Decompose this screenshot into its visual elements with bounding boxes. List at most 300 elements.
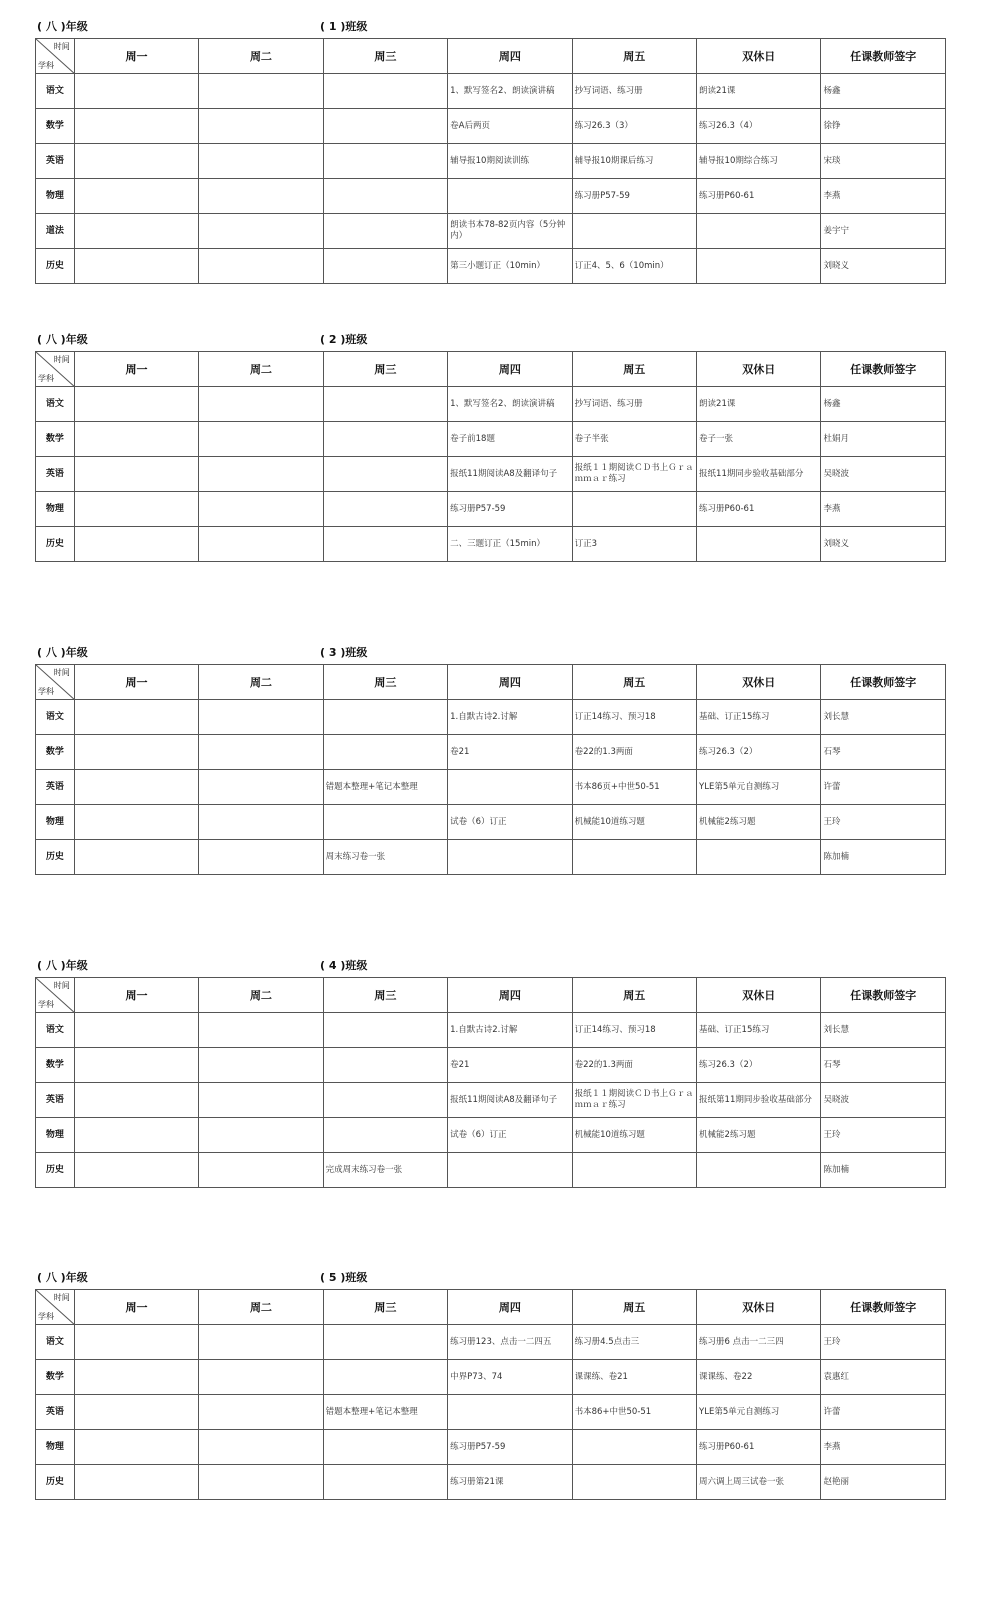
class-block-2 bbox=[35, 327, 946, 562]
assignment-cell bbox=[199, 1153, 323, 1188]
assignment-cell: 朗读21课 bbox=[697, 387, 821, 422]
assignment-cell: 卷A后两页 bbox=[448, 109, 572, 144]
corner-cell bbox=[36, 39, 75, 74]
assignment-cell bbox=[572, 1430, 696, 1465]
teacher-signature-cell: 陈加楠 bbox=[821, 1153, 946, 1188]
assignment-cell bbox=[448, 770, 572, 805]
assignment-cell bbox=[74, 1465, 198, 1500]
assignment-cell: 辅导报10期综合练习 bbox=[697, 144, 821, 179]
table-row bbox=[36, 457, 946, 492]
teacher-signature-cell: 刘长慧 bbox=[821, 1013, 946, 1048]
assignment-cell bbox=[199, 1360, 323, 1395]
column-header: 周一 bbox=[74, 665, 198, 700]
subject-cell: 物理 bbox=[36, 179, 75, 214]
header-row bbox=[36, 39, 946, 74]
assignment-cell: 1、默写签名2、朗读演讲稿 bbox=[448, 74, 572, 109]
teacher-signature-cell: 刘晓义 bbox=[821, 527, 946, 562]
assignment-cell: 卷22的1.3两面 bbox=[572, 1048, 696, 1083]
table-row bbox=[36, 144, 946, 179]
column-header: 任课教师签字 bbox=[821, 1290, 946, 1325]
class-label: ( 4 )班级 bbox=[320, 959, 368, 972]
assignment-cell bbox=[448, 840, 572, 875]
assignment-cell: 卷22的1.3两面 bbox=[572, 735, 696, 770]
assignment-cell bbox=[199, 840, 323, 875]
assignment-cell: 练习册P57-59 bbox=[448, 1430, 572, 1465]
teacher-signature-cell: 宋琰 bbox=[821, 144, 946, 179]
assignment-cell: 报纸11期同步验收基础部分 bbox=[697, 457, 821, 492]
assignment-cell bbox=[199, 1048, 323, 1083]
assignment-cell: 朗读21课 bbox=[697, 74, 821, 109]
table-row bbox=[36, 1360, 946, 1395]
corner-time-label: 时间 bbox=[53, 1293, 70, 1302]
corner-subject-label: 学科 bbox=[38, 687, 54, 696]
grade-label: ( 八 )年级 bbox=[37, 333, 88, 346]
subject-cell: 英语 bbox=[36, 457, 75, 492]
corner-subject-label: 学科 bbox=[38, 61, 54, 70]
assignment-cell bbox=[323, 700, 447, 735]
assignment-cell: 卷子前18题 bbox=[448, 422, 572, 457]
assignment-cell bbox=[572, 492, 696, 527]
assignment-cell: 抄写词语、练习册 bbox=[572, 74, 696, 109]
assignment-cell bbox=[448, 179, 572, 214]
table-row bbox=[36, 700, 946, 735]
class-block-3 bbox=[35, 640, 946, 875]
subject-cell: 数学 bbox=[36, 1360, 75, 1395]
assignment-cell bbox=[199, 457, 323, 492]
assignment-cell: 课课练、卷22 bbox=[697, 1360, 821, 1395]
teacher-signature-cell: 杨鑫 bbox=[821, 387, 946, 422]
teacher-signature-cell: 袁惠红 bbox=[821, 1360, 946, 1395]
assignment-cell bbox=[74, 1083, 198, 1118]
table-row bbox=[36, 1325, 946, 1360]
assignment-cell: 基础、订正15练习 bbox=[697, 700, 821, 735]
table-row bbox=[36, 74, 946, 109]
teacher-signature-cell: 石琴 bbox=[821, 735, 946, 770]
assignment-cell: 基础、订正15练习 bbox=[697, 1013, 821, 1048]
table-row bbox=[36, 770, 946, 805]
assignment-cell: 书本86+中世50-51 bbox=[572, 1395, 696, 1430]
subject-cell: 英语 bbox=[36, 144, 75, 179]
table-row bbox=[36, 1430, 946, 1465]
class-block-1 bbox=[35, 14, 946, 284]
schedule-table bbox=[35, 351, 946, 562]
assignment-cell: YLE第5单元自测练习 bbox=[697, 770, 821, 805]
column-header: 双休日 bbox=[697, 39, 821, 74]
assignment-cell: 卷21 bbox=[448, 735, 572, 770]
assignment-cell bbox=[323, 74, 447, 109]
assignment-cell bbox=[74, 387, 198, 422]
corner-time-label: 时间 bbox=[53, 668, 70, 677]
table-row bbox=[36, 1048, 946, 1083]
column-header: 任课教师签字 bbox=[821, 352, 946, 387]
assignment-cell bbox=[199, 387, 323, 422]
column-header: 双休日 bbox=[697, 978, 821, 1013]
assignment-cell bbox=[74, 1153, 198, 1188]
assignment-cell bbox=[448, 1395, 572, 1430]
column-header: 周一 bbox=[74, 1290, 198, 1325]
corner-cell bbox=[36, 665, 75, 700]
assignment-cell: 卷子半张 bbox=[572, 422, 696, 457]
assignment-cell bbox=[199, 179, 323, 214]
teacher-signature-cell: 杨鑫 bbox=[821, 74, 946, 109]
teacher-signature-cell: 许蕾 bbox=[821, 770, 946, 805]
column-header: 周一 bbox=[74, 352, 198, 387]
class-label: ( 2 )班级 bbox=[320, 333, 368, 346]
assignment-cell bbox=[323, 1360, 447, 1395]
assignment-cell bbox=[572, 214, 696, 249]
assignment-cell bbox=[74, 1360, 198, 1395]
assignment-cell: 练习26.3（2） bbox=[697, 1048, 821, 1083]
teacher-signature-cell: 赵艳丽 bbox=[821, 1465, 946, 1500]
schedule-table bbox=[35, 1289, 946, 1500]
assignment-cell: 书本86页+中世50-51 bbox=[572, 770, 696, 805]
subject-cell: 历史 bbox=[36, 840, 75, 875]
column-header: 任课教师签字 bbox=[821, 665, 946, 700]
assignment-cell: 辅导报10期课后练习 bbox=[572, 144, 696, 179]
grade-label: ( 八 )年级 bbox=[37, 1271, 88, 1284]
assignment-cell bbox=[74, 1048, 198, 1083]
assignment-cell bbox=[323, 1083, 447, 1118]
class-label: ( 5 )班级 bbox=[320, 1271, 368, 1284]
assignment-cell bbox=[74, 1325, 198, 1360]
subject-cell: 历史 bbox=[36, 249, 75, 284]
assignment-cell bbox=[74, 179, 198, 214]
assignment-cell: 订正14练习、预习18 bbox=[572, 1013, 696, 1048]
assignment-cell bbox=[697, 527, 821, 562]
teacher-signature-cell: 王玲 bbox=[821, 805, 946, 840]
table-row bbox=[36, 492, 946, 527]
subject-cell: 物理 bbox=[36, 492, 75, 527]
assignment-cell bbox=[199, 1325, 323, 1360]
assignment-cell bbox=[74, 1395, 198, 1430]
assignment-cell bbox=[74, 700, 198, 735]
assignment-cell: 练习26.3（2） bbox=[697, 735, 821, 770]
teacher-signature-cell: 陈加楠 bbox=[821, 840, 946, 875]
column-header: 周四 bbox=[448, 665, 572, 700]
assignment-cell: 完成周末练习卷一张 bbox=[323, 1153, 447, 1188]
column-header: 周三 bbox=[323, 352, 447, 387]
table-row bbox=[36, 387, 946, 422]
assignment-cell: 中界P73、74 bbox=[448, 1360, 572, 1395]
column-header: 周二 bbox=[199, 352, 323, 387]
subject-cell: 物理 bbox=[36, 805, 75, 840]
assignment-cell: 周末练习卷一张 bbox=[323, 840, 447, 875]
assignment-cell: 卷21 bbox=[448, 1048, 572, 1083]
assignment-cell bbox=[199, 144, 323, 179]
assignment-cell bbox=[448, 1153, 572, 1188]
grade-label: ( 八 )年级 bbox=[37, 646, 88, 659]
assignment-cell: 周六调上周三试卷一张 bbox=[697, 1465, 821, 1500]
assignment-cell bbox=[74, 214, 198, 249]
subject-cell: 语文 bbox=[36, 387, 75, 422]
assignment-cell bbox=[199, 1083, 323, 1118]
assignment-cell bbox=[323, 1465, 447, 1500]
table-row bbox=[36, 109, 946, 144]
schedule-table bbox=[35, 664, 946, 875]
assignment-cell: 试卷（6）订正 bbox=[448, 1118, 572, 1153]
class-block-4 bbox=[35, 953, 946, 1188]
table-row bbox=[36, 1395, 946, 1430]
assignment-cell bbox=[323, 179, 447, 214]
assignment-cell bbox=[323, 1430, 447, 1465]
assignment-cell bbox=[199, 735, 323, 770]
class-block-5 bbox=[35, 1265, 946, 1500]
assignment-cell: 练习册4.5点击三 bbox=[572, 1325, 696, 1360]
assignment-cell: 报纸11期阅读A8及翻译句子 bbox=[448, 457, 572, 492]
teacher-signature-cell: 李燕 bbox=[821, 1430, 946, 1465]
assignment-cell bbox=[323, 1013, 447, 1048]
assignment-cell: 朗读书本78-82页内容（5分钟内） bbox=[448, 214, 572, 249]
block-header bbox=[35, 327, 946, 351]
block-header bbox=[35, 1265, 946, 1289]
assignment-cell: 报纸11期阅读A8及翻译句子 bbox=[448, 1083, 572, 1118]
assignment-cell bbox=[323, 1048, 447, 1083]
teacher-signature-cell: 杜娟月 bbox=[821, 422, 946, 457]
assignment-cell bbox=[323, 1325, 447, 1360]
assignment-cell bbox=[323, 249, 447, 284]
subject-cell: 语文 bbox=[36, 700, 75, 735]
column-header: 周五 bbox=[572, 665, 696, 700]
corner-subject-label: 学科 bbox=[38, 1312, 54, 1321]
assignment-cell bbox=[199, 74, 323, 109]
assignment-cell bbox=[199, 1465, 323, 1500]
column-header: 周四 bbox=[448, 39, 572, 74]
subject-cell: 数学 bbox=[36, 422, 75, 457]
assignment-cell: 报纸１１期阅读ＣＤ书上Ｇｒａｍｍａｒ练习 bbox=[572, 1083, 696, 1118]
assignment-cell bbox=[199, 1118, 323, 1153]
subject-cell: 历史 bbox=[36, 1153, 75, 1188]
column-header: 周三 bbox=[323, 1290, 447, 1325]
column-header: 周三 bbox=[323, 665, 447, 700]
column-header: 周二 bbox=[199, 1290, 323, 1325]
subject-cell: 历史 bbox=[36, 1465, 75, 1500]
teacher-signature-cell: 石琴 bbox=[821, 1048, 946, 1083]
subject-cell: 数学 bbox=[36, 109, 75, 144]
class-label: ( 1 )班级 bbox=[320, 20, 368, 33]
subject-cell: 语文 bbox=[36, 1013, 75, 1048]
corner-cell bbox=[36, 1290, 75, 1325]
column-header: 周一 bbox=[74, 39, 198, 74]
assignment-cell: 练习册P60-61 bbox=[697, 179, 821, 214]
column-header: 周二 bbox=[199, 665, 323, 700]
assignment-cell: 订正4、5、6（10min） bbox=[572, 249, 696, 284]
column-header: 周四 bbox=[448, 352, 572, 387]
column-header: 周一 bbox=[74, 978, 198, 1013]
assignment-cell bbox=[74, 457, 198, 492]
column-header: 周三 bbox=[323, 39, 447, 74]
assignment-cell: 试卷（6）订正 bbox=[448, 805, 572, 840]
assignment-cell: 练习册P57-59 bbox=[448, 492, 572, 527]
assignment-cell bbox=[199, 805, 323, 840]
corner-subject-label: 学科 bbox=[38, 374, 54, 383]
table-row bbox=[36, 1465, 946, 1500]
assignment-cell bbox=[323, 492, 447, 527]
teacher-signature-cell: 吴晓波 bbox=[821, 1083, 946, 1118]
table-row bbox=[36, 1153, 946, 1188]
column-header: 周三 bbox=[323, 978, 447, 1013]
teacher-signature-cell: 徐铮 bbox=[821, 109, 946, 144]
column-header: 周五 bbox=[572, 1290, 696, 1325]
assignment-cell bbox=[199, 422, 323, 457]
corner-time-label: 时间 bbox=[53, 42, 70, 51]
teacher-signature-cell: 王玲 bbox=[821, 1118, 946, 1153]
table-row bbox=[36, 735, 946, 770]
column-header: 任课教师签字 bbox=[821, 978, 946, 1013]
table-row bbox=[36, 805, 946, 840]
assignment-cell bbox=[199, 492, 323, 527]
assignment-cell bbox=[199, 527, 323, 562]
column-header: 周二 bbox=[199, 39, 323, 74]
corner-time-label: 时间 bbox=[53, 981, 70, 990]
teacher-signature-cell: 刘长慧 bbox=[821, 700, 946, 735]
assignment-cell bbox=[323, 805, 447, 840]
column-header: 任课教师签字 bbox=[821, 39, 946, 74]
assignment-cell: 练习26.3（3） bbox=[572, 109, 696, 144]
subject-cell: 英语 bbox=[36, 1395, 75, 1430]
assignment-cell bbox=[74, 109, 198, 144]
assignment-cell: 课课练、卷21 bbox=[572, 1360, 696, 1395]
assignment-cell: 错题本整理+笔记本整理 bbox=[323, 770, 447, 805]
assignment-cell: 练习册123、点击一二四五 bbox=[448, 1325, 572, 1360]
column-header: 周五 bbox=[572, 39, 696, 74]
assignment-cell bbox=[74, 527, 198, 562]
assignment-cell bbox=[323, 144, 447, 179]
assignment-cell bbox=[323, 387, 447, 422]
assignment-cell bbox=[323, 1118, 447, 1153]
assignment-cell: 机械能2练习题 bbox=[697, 1118, 821, 1153]
assignment-cell bbox=[74, 735, 198, 770]
corner-cell bbox=[36, 352, 75, 387]
grade-label: ( 八 )年级 bbox=[37, 959, 88, 972]
assignment-cell bbox=[697, 249, 821, 284]
assignment-cell bbox=[74, 1118, 198, 1153]
assignment-cell bbox=[74, 805, 198, 840]
assignment-cell: 卷子一张 bbox=[697, 422, 821, 457]
block-header bbox=[35, 14, 946, 38]
teacher-signature-cell: 姜宇宁 bbox=[821, 214, 946, 249]
assignment-cell: 抄写词语、练习册 bbox=[572, 387, 696, 422]
assignment-cell bbox=[199, 700, 323, 735]
assignment-cell bbox=[199, 1430, 323, 1465]
subject-cell: 语文 bbox=[36, 1325, 75, 1360]
column-header: 周四 bbox=[448, 978, 572, 1013]
table-row bbox=[36, 1013, 946, 1048]
assignment-cell bbox=[199, 109, 323, 144]
subject-cell: 历史 bbox=[36, 527, 75, 562]
teacher-signature-cell: 吴晓波 bbox=[821, 457, 946, 492]
assignment-cell bbox=[323, 457, 447, 492]
assignment-cell bbox=[697, 840, 821, 875]
assignment-cell bbox=[74, 1430, 198, 1465]
assignment-cell bbox=[572, 1153, 696, 1188]
assignment-cell: 机械能10道练习题 bbox=[572, 805, 696, 840]
subject-cell: 语文 bbox=[36, 74, 75, 109]
assignment-cell: 练习册P57-59 bbox=[572, 179, 696, 214]
table-row bbox=[36, 249, 946, 284]
subject-cell: 英语 bbox=[36, 1083, 75, 1118]
grade-label: ( 八 )年级 bbox=[37, 20, 88, 33]
table-row bbox=[36, 179, 946, 214]
column-header: 周五 bbox=[572, 352, 696, 387]
teacher-signature-cell: 王玲 bbox=[821, 1325, 946, 1360]
header-row bbox=[36, 665, 946, 700]
block-header bbox=[35, 640, 946, 664]
subject-cell: 道法 bbox=[36, 214, 75, 249]
corner-subject-label: 学科 bbox=[38, 1000, 54, 1009]
header-row bbox=[36, 978, 946, 1013]
assignment-cell bbox=[74, 840, 198, 875]
assignment-cell bbox=[74, 249, 198, 284]
corner-time-label: 时间 bbox=[53, 355, 70, 364]
assignment-cell bbox=[74, 422, 198, 457]
assignment-cell bbox=[199, 214, 323, 249]
class-label: ( 3 )班级 bbox=[320, 646, 368, 659]
assignment-cell: 机械能10道练习题 bbox=[572, 1118, 696, 1153]
table-row bbox=[36, 1118, 946, 1153]
table-row bbox=[36, 422, 946, 457]
subject-cell: 数学 bbox=[36, 1048, 75, 1083]
assignment-cell bbox=[199, 1395, 323, 1430]
assignment-cell bbox=[74, 492, 198, 527]
assignment-cell bbox=[323, 735, 447, 770]
assignment-cell: 错题本整理+笔记本整理 bbox=[323, 1395, 447, 1430]
assignment-cell: 练习26.3（4） bbox=[697, 109, 821, 144]
column-header: 双休日 bbox=[697, 1290, 821, 1325]
subject-cell: 英语 bbox=[36, 770, 75, 805]
assignment-cell: 二、三题订正（15min） bbox=[448, 527, 572, 562]
assignment-cell: 1.自默古诗2.讨解 bbox=[448, 1013, 572, 1048]
assignment-cell bbox=[74, 1013, 198, 1048]
assignment-cell bbox=[697, 1153, 821, 1188]
assignment-cell: 辅导报10期阅读训练 bbox=[448, 144, 572, 179]
assignment-cell: YLE第5单元自测练习 bbox=[697, 1395, 821, 1430]
teacher-signature-cell: 刘晓义 bbox=[821, 249, 946, 284]
table-row bbox=[36, 527, 946, 562]
schedule-table bbox=[35, 977, 946, 1188]
assignment-cell: 报纸１１期阅读ＣＤ书上Ｇｒａｍｍａｒ练习 bbox=[572, 457, 696, 492]
block-header bbox=[35, 953, 946, 977]
assignment-cell bbox=[323, 422, 447, 457]
assignment-cell bbox=[572, 840, 696, 875]
assignment-cell: 练习册第21课 bbox=[448, 1465, 572, 1500]
assignment-cell bbox=[697, 214, 821, 249]
assignment-cell bbox=[323, 214, 447, 249]
column-header: 双休日 bbox=[697, 352, 821, 387]
table-row bbox=[36, 840, 946, 875]
assignment-cell bbox=[74, 770, 198, 805]
column-header: 周二 bbox=[199, 978, 323, 1013]
subject-cell: 数学 bbox=[36, 735, 75, 770]
assignment-cell: 1.自默古诗2.讨解 bbox=[448, 700, 572, 735]
corner-cell bbox=[36, 978, 75, 1013]
assignment-cell: 第三小题订正（10min） bbox=[448, 249, 572, 284]
assignment-cell bbox=[74, 74, 198, 109]
assignment-cell: 练习册6 点击一二三四 bbox=[697, 1325, 821, 1360]
header-row bbox=[36, 352, 946, 387]
assignment-cell bbox=[572, 1465, 696, 1500]
table-row bbox=[36, 214, 946, 249]
assignment-cell bbox=[323, 527, 447, 562]
subject-cell: 物理 bbox=[36, 1430, 75, 1465]
assignment-cell bbox=[199, 1013, 323, 1048]
column-header: 周四 bbox=[448, 1290, 572, 1325]
table-row bbox=[36, 1083, 946, 1118]
teacher-signature-cell: 许蕾 bbox=[821, 1395, 946, 1430]
assignment-cell: 订正14练习、预习18 bbox=[572, 700, 696, 735]
teacher-signature-cell: 李燕 bbox=[821, 492, 946, 527]
column-header: 周五 bbox=[572, 978, 696, 1013]
assignment-cell bbox=[323, 109, 447, 144]
